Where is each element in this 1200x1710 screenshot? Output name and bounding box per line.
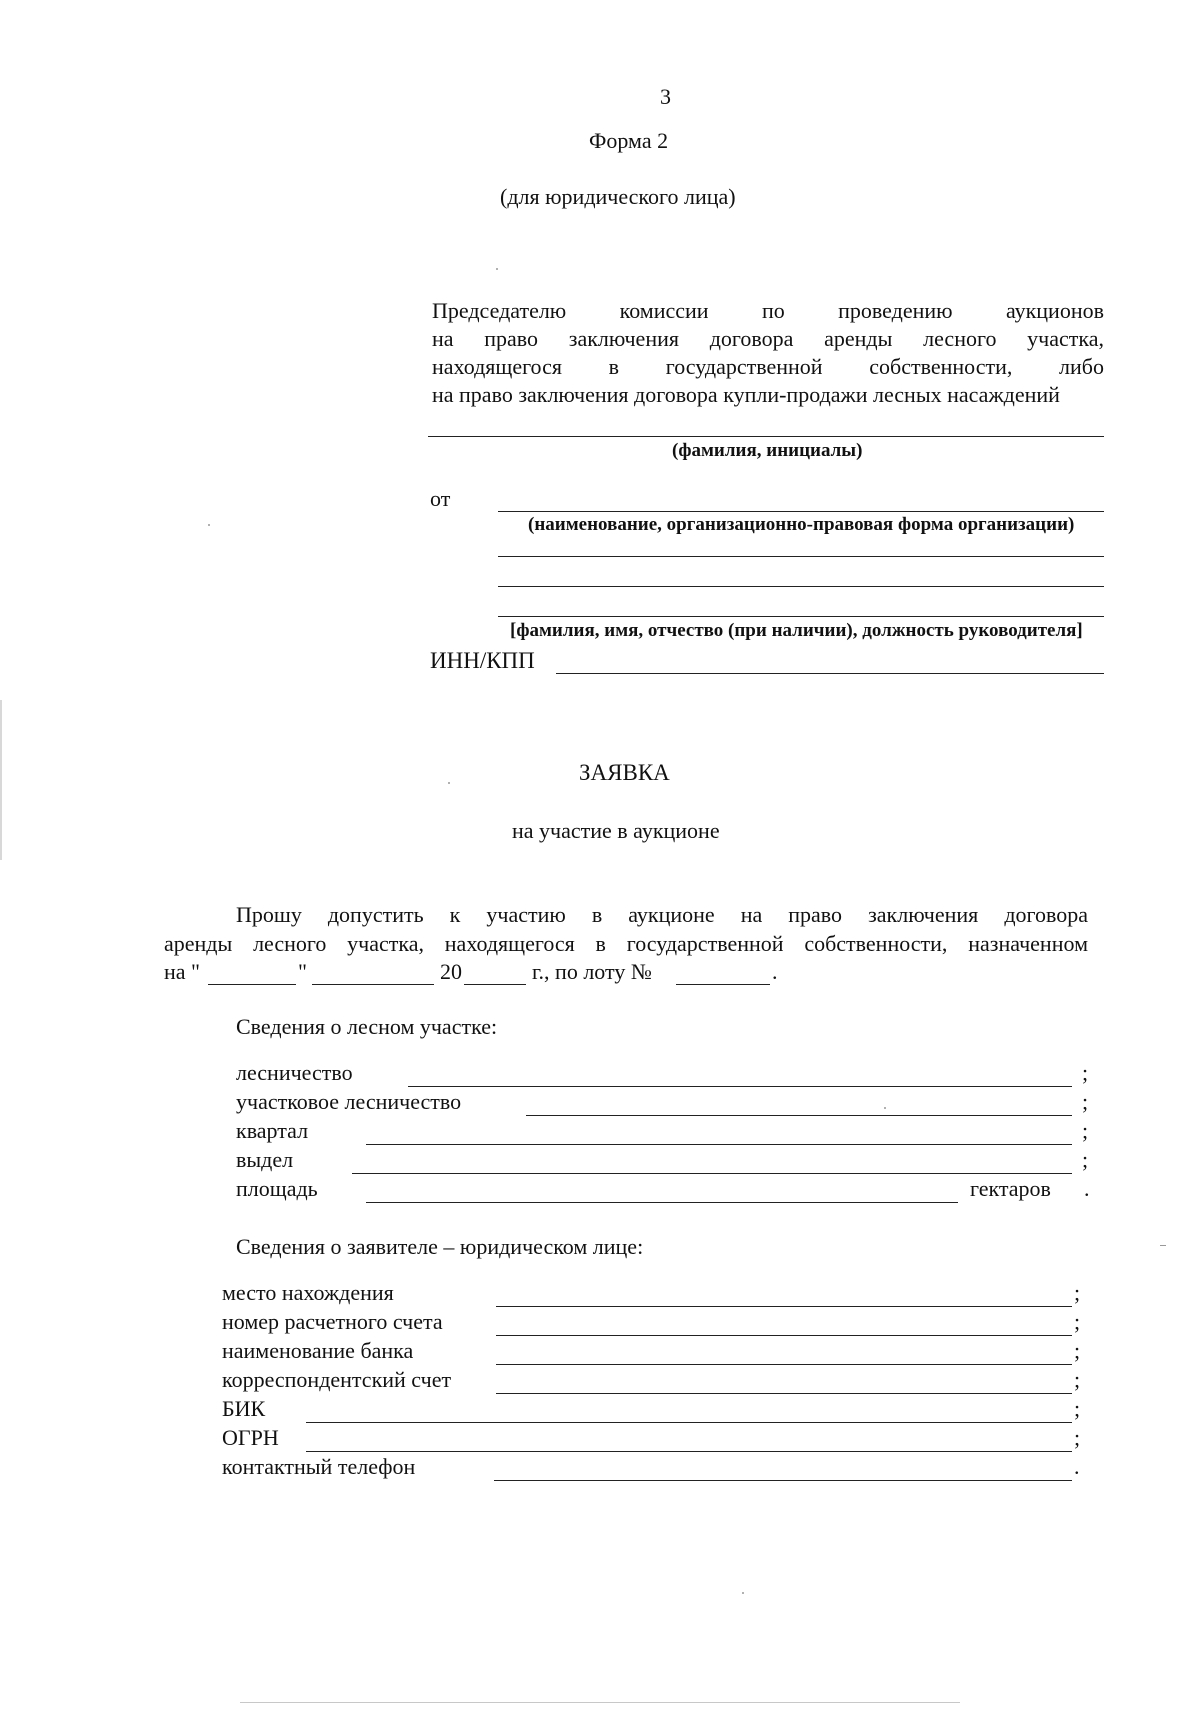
field-line	[366, 1144, 1072, 1145]
field-sep: ;	[1074, 1309, 1081, 1334]
field-label: место нахождения	[222, 1280, 394, 1305]
field-line	[352, 1173, 1072, 1174]
field-line	[408, 1086, 1072, 1087]
date-prefix: на "	[164, 959, 201, 984]
field-line	[496, 1393, 1072, 1394]
name-line	[428, 436, 1104, 437]
field-label: БИК	[222, 1396, 266, 1421]
addressee-line-2: на право заключения договора аренды лесного участка,	[432, 326, 1104, 351]
field-label: выдел	[236, 1147, 294, 1172]
addressee-line-3: находящегося в государственной собственности, либо	[432, 354, 1104, 379]
field-line	[366, 1202, 958, 1203]
org-caption: (наименование, организационно-правовая форма организации)	[528, 514, 1075, 535]
scan-edge	[240, 1702, 960, 1703]
date-suffix: г., по лоту №	[532, 959, 652, 984]
form-subtitle: (для юридического лица)	[500, 184, 736, 209]
forest-plot-heading: Сведения о лесном участке:	[236, 1014, 498, 1039]
field-line	[496, 1306, 1072, 1307]
field-line	[306, 1451, 1072, 1452]
org-line	[498, 511, 1104, 512]
scan-speck	[742, 1592, 744, 1594]
head-caption: [фамилия, имя, отчество (при наличии), должность руководителя]	[510, 620, 1083, 641]
field-sep: ;	[1082, 1089, 1089, 1114]
org-line-2	[498, 556, 1104, 557]
field-label: номер расчетного счета	[222, 1309, 443, 1334]
addressee-line-4: на право заключения договора купли-продажи лесных насаждений	[432, 382, 1060, 407]
date-quote: "	[298, 959, 307, 984]
field-line	[526, 1115, 1072, 1116]
applicant-heading: Сведения о заявителе – юридическом лице:	[236, 1234, 644, 1259]
field-end: .	[1074, 1454, 1080, 1479]
scan-speck	[448, 782, 450, 784]
date-year-line	[464, 984, 526, 985]
date-end: .	[772, 959, 778, 984]
scan-speck	[884, 1107, 886, 1109]
scan-speck	[1160, 1245, 1166, 1246]
date-day-line	[208, 984, 296, 985]
field-line	[306, 1422, 1072, 1423]
scan-speck	[496, 268, 498, 270]
field-sep: ;	[1074, 1338, 1081, 1363]
application-subtitle: на участие в аукционе	[512, 818, 720, 843]
date-year: 20	[440, 959, 462, 984]
head-line-2	[498, 616, 1104, 617]
lot-line	[676, 984, 770, 985]
scan-edge	[0, 700, 2, 860]
body-line-1: Прошу допустить к участию в аукционе на право заключения договора	[236, 902, 1088, 927]
area-unit: гектаров	[970, 1176, 1051, 1201]
field-line	[496, 1364, 1072, 1365]
field-sep: ;	[1082, 1118, 1089, 1143]
field-sep: ;	[1082, 1147, 1089, 1172]
field-label: лесничество	[236, 1060, 353, 1085]
inn-label: ИНН/КПП	[430, 648, 535, 673]
field-label: наименование банка	[222, 1338, 414, 1363]
field-sep: ;	[1074, 1396, 1081, 1421]
from-label: от	[430, 486, 451, 511]
inn-line	[556, 673, 1104, 674]
page-number: 3	[660, 84, 671, 109]
addressee-line-1: Председателю комиссии по проведению аукционов	[432, 298, 1104, 323]
date-month-line	[312, 984, 434, 985]
field-sep: ;	[1074, 1367, 1081, 1392]
body-line-2: аренды лесного участка, находящегося в государственной собственности, назначенном	[164, 931, 1088, 956]
field-end: .	[1084, 1176, 1090, 1201]
field-label: квартал	[236, 1118, 309, 1143]
field-line	[496, 1335, 1072, 1336]
head-line-1	[498, 586, 1104, 587]
field-label: контактный телефон	[222, 1454, 416, 1479]
scan-speck	[208, 524, 210, 526]
application-title: ЗАЯВКА	[579, 760, 670, 785]
field-sep: ;	[1074, 1425, 1081, 1450]
field-sep: ;	[1082, 1060, 1089, 1085]
field-label: корреспондентский счет	[222, 1367, 452, 1392]
field-label: площадь	[236, 1176, 318, 1201]
field-line	[494, 1480, 1072, 1481]
field-sep: ;	[1074, 1280, 1081, 1305]
field-label: ОГРН	[222, 1425, 279, 1450]
name-caption: (фамилия, инициалы)	[672, 440, 863, 461]
form-title: Форма 2	[589, 128, 669, 153]
field-label: участковое лесничество	[236, 1089, 462, 1114]
